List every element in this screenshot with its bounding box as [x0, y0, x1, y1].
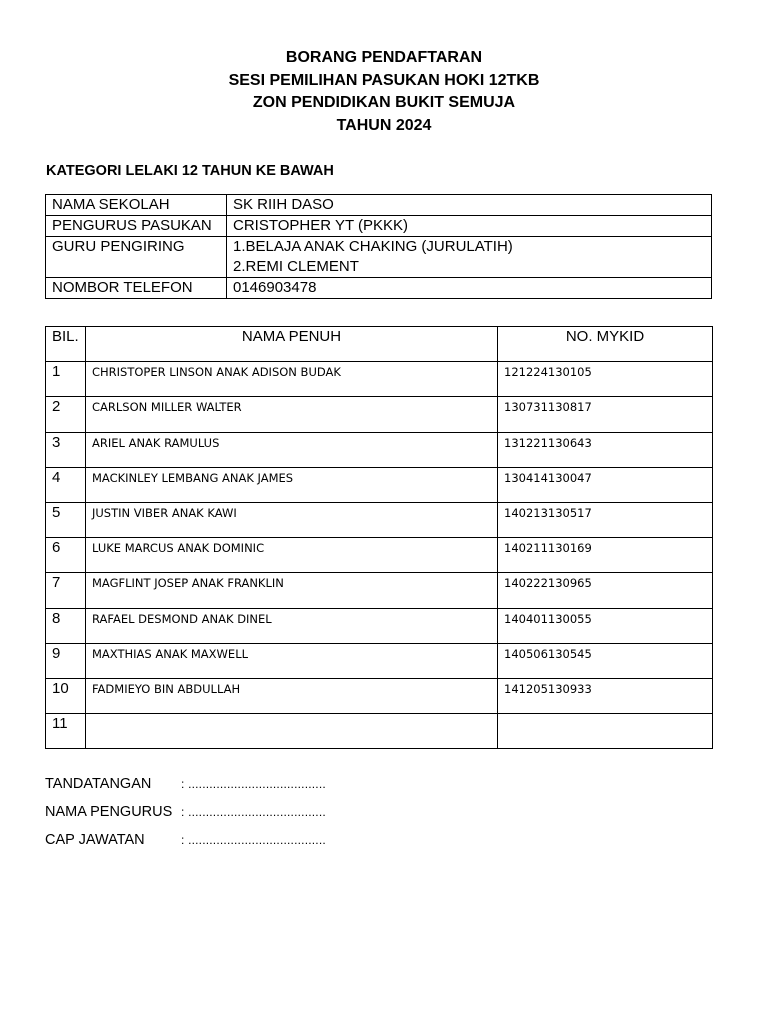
row-number: 10 [46, 678, 86, 713]
header-bil: BIL. [46, 327, 86, 362]
player-name: MAXTHIAS ANAK MAXWELL [86, 643, 498, 678]
teacher-value-1: 1.BELAJA ANAK CHAKING (JURULATIH) [233, 238, 513, 255]
player-name: LUKE MARCUS ANAK DOMINIC [86, 538, 498, 573]
row-number: 11 [46, 714, 86, 749]
table-row [46, 608, 713, 643]
teacher-label: GURU PENGIRING [46, 237, 227, 278]
manager-name-label: NAMA PENGURUS [45, 804, 173, 820]
row-number: 3 [46, 432, 86, 467]
teacher-values [227, 237, 712, 278]
player-name: CHRISTOPER LINSON ANAK ADISON BUDAK [86, 362, 498, 397]
title-line-4: TAHUN 2024 [336, 116, 432, 134]
player-mykid: 130731130817 [498, 397, 713, 432]
row-number: 4 [46, 467, 86, 502]
player-mykid: 140506130545 [498, 643, 713, 678]
header-mykid: NO. MYKID [498, 327, 713, 362]
player-name: CARLSON MILLER WALTER [86, 397, 498, 432]
player-list-header [46, 327, 713, 362]
manager-row [46, 216, 712, 237]
title-line-3: ZON PENDIDIKAN BUKIT SEMUJA [252, 94, 516, 111]
manager-label: PENGURUS PASUKAN [46, 216, 227, 237]
phone-label: NOMBOR TELEFON [46, 278, 227, 299]
player-name: MAGFLINT JOSEP ANAK FRANKLIN [86, 573, 498, 608]
player-name: JUSTIN VIBER ANAK KAWI [86, 502, 498, 537]
player-list-table [45, 326, 713, 749]
form-title [0, 47, 768, 137]
school-row [46, 195, 712, 216]
player-name [86, 714, 498, 749]
player-mykid: 140401130055 [498, 608, 713, 643]
stamp-blank: : ....................................... [181, 833, 326, 847]
table-row [46, 467, 713, 502]
table-row [46, 538, 713, 573]
row-number: 6 [46, 538, 86, 573]
player-mykid: 140213130517 [498, 502, 713, 537]
stamp-line [45, 832, 326, 848]
phone-row [46, 278, 712, 299]
signature-line [45, 776, 326, 792]
row-number: 1 [46, 362, 86, 397]
team-info-table [45, 194, 712, 299]
table-row [46, 362, 713, 397]
signature-blank: : ....................................... [181, 777, 326, 791]
player-mykid: 121224130105 [498, 362, 713, 397]
title-line-1: BORANG PENDAFTARAN [285, 49, 483, 66]
header-name: NAMA PENUH [86, 327, 498, 362]
player-mykid [498, 714, 713, 749]
player-mykid: 141205130933 [498, 678, 713, 713]
row-number: 2 [46, 397, 86, 432]
phone-value: 0146903478 [227, 278, 712, 299]
player-name: RAFAEL DESMOND ANAK DINEL [86, 608, 498, 643]
row-number: 7 [46, 573, 86, 608]
player-mykid: 130414130047 [498, 467, 713, 502]
player-name: MACKINLEY LEMBANG ANAK JAMES [86, 467, 498, 502]
teacher-value-2: 2.REMI CLEMENT [233, 258, 359, 275]
row-number: 9 [46, 643, 86, 678]
row-number: 5 [46, 502, 86, 537]
manager-name-blank: : ....................................... [181, 805, 326, 819]
player-name: ARIEL ANAK RAMULUS [86, 432, 498, 467]
table-row [46, 502, 713, 537]
player-mykid: 140222130965 [498, 573, 713, 608]
row-number: 8 [46, 608, 86, 643]
category-heading: KATEGORI LELAKI 12 TAHUN KE BAWAH [46, 163, 334, 179]
table-row [46, 432, 713, 467]
table-row [46, 678, 713, 713]
stamp-label: CAP JAWATAN [45, 832, 145, 848]
school-label: NAMA SEKOLAH [46, 195, 227, 216]
player-mykid: 140211130169 [498, 538, 713, 573]
player-name: FADMIEYO BIN ABDULLAH [86, 678, 498, 713]
table-row [46, 573, 713, 608]
table-row [46, 397, 713, 432]
signature-label: TANDATANGAN [45, 776, 152, 792]
teacher-row [46, 237, 712, 278]
school-value: SK RIIH DASO [227, 195, 712, 216]
manager-value: CRISTOPHER YT (PKKK) [227, 216, 712, 237]
manager-name-line [45, 804, 326, 820]
player-mykid: 131221130643 [498, 432, 713, 467]
table-row [46, 643, 713, 678]
table-row [46, 714, 713, 749]
title-line-2: SESI PEMILIHAN PASUKAN HOKI 12TKB [228, 71, 540, 89]
